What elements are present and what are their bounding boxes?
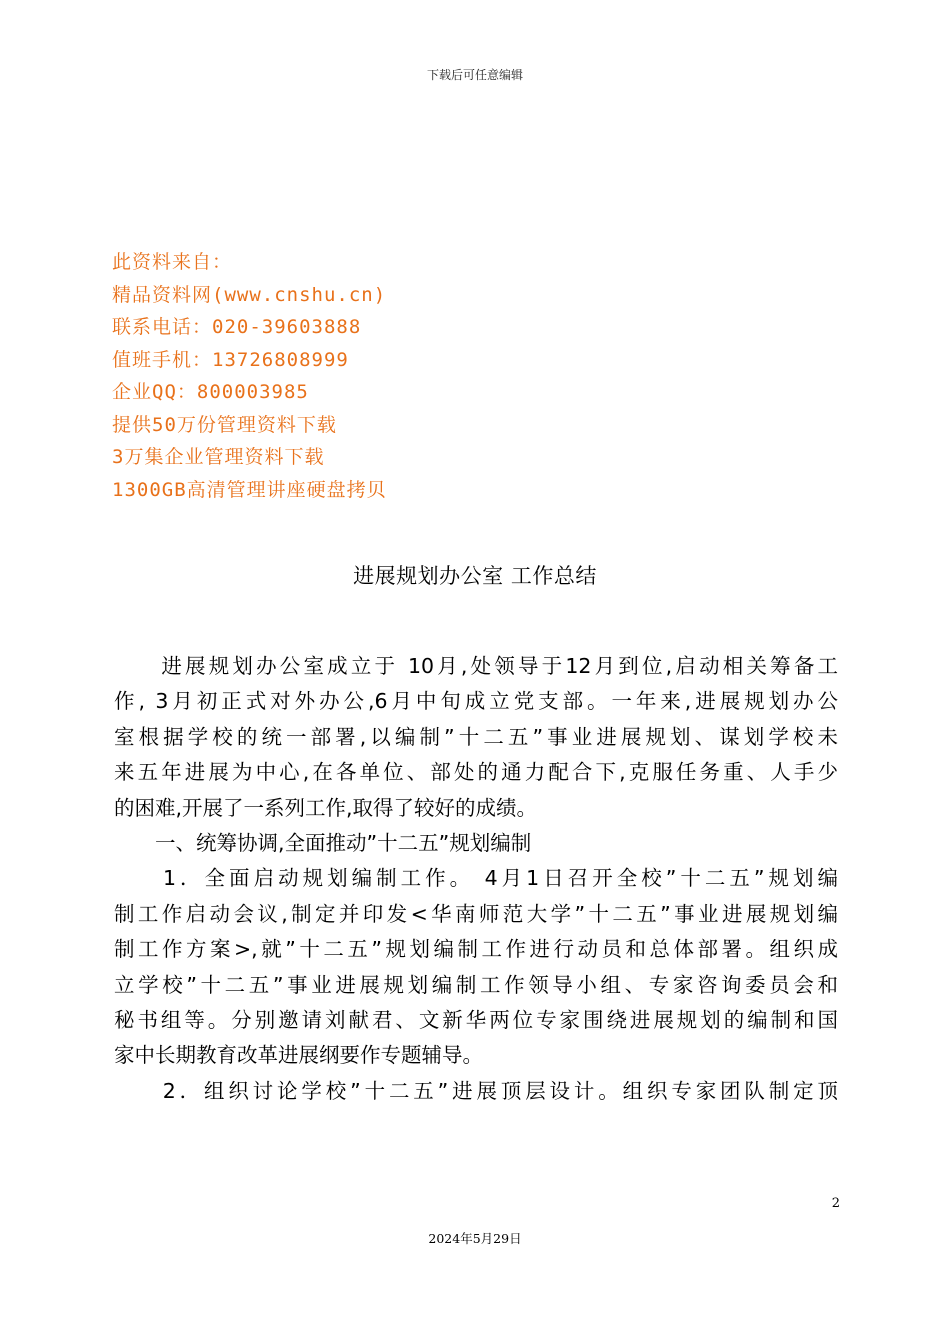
body-line: 制工作启动会议,制定并印发<华南师范大学”十二五”事业进展规划编	[114, 901, 838, 926]
page-footer-date: 2024年5月29日	[428, 1231, 522, 1246]
ad-line-source: 此资料来自：	[112, 251, 233, 273]
section-heading: 一、统筹协调,全面推动”十二五”规划编制	[114, 830, 532, 855]
ad-line-phone: 联系电话：020-39603888	[112, 316, 362, 338]
body-line: 来五年进展为中心,在各单位、部处的通力配合下,克服任务重、人手少	[114, 760, 838, 785]
body-line: 进展规划办公室成立于 10月,处领导于12月到位,启动相关筹备工	[114, 654, 838, 678]
body-line: 1．全面启动规划编制工作。 4月1日召开全校”十二五”规划编	[114, 866, 838, 891]
document-title: 进展规划办公室 工作总结	[353, 564, 597, 588]
body-line: 制工作方案>,就”十二五”规划编制工作进行动员和总体部署。组织成	[114, 937, 838, 962]
body-line: 作, 3月初正式对外办公,6月中旬成立党支部。一年来,进展规划办公	[114, 689, 838, 714]
ad-line-website: 精品资料网(www.cnshu.cn)	[112, 283, 387, 306]
ad-line-offer-1: 提供50万份管理资料下载	[112, 413, 337, 436]
body-line: 秘书组等。分别邀请刘献君、文新华两位专家围绕进展规划的编制和国	[114, 1007, 838, 1032]
document-body	[114, 649, 838, 1109]
body-line: 家中长期教育改革进展纲要作专题辅导。	[114, 1043, 483, 1068]
ad-line-mobile: 值班手机：13726808999	[112, 348, 349, 371]
page-number: 2	[831, 1196, 840, 1211]
body-line: 立学校”十二五”事业进展规划编制工作领导小组、专家咨询委员会和	[114, 972, 838, 997]
body-line: 室根据学校的统一部署,以编制”十二五”事业进展规划、谋划学校未	[114, 724, 838, 749]
ad-line-offer-2: 3万集企业管理资料下载	[112, 446, 325, 468]
ad-line-qq: 企业QQ：800003985	[112, 381, 309, 403]
source-ad-block	[112, 246, 812, 506]
ad-line-offer-3: 1300GB高清管理讲座硬盘拷贝	[112, 478, 387, 501]
body-line: 的困难,开展了一系列工作,取得了较好的成绩。	[114, 795, 538, 820]
body-line: 2．组织讨论学校”十二五”进展顶层设计。组织专家团队制定顶	[114, 1078, 838, 1103]
page-header: 下载后可任意编辑	[426, 68, 523, 82]
